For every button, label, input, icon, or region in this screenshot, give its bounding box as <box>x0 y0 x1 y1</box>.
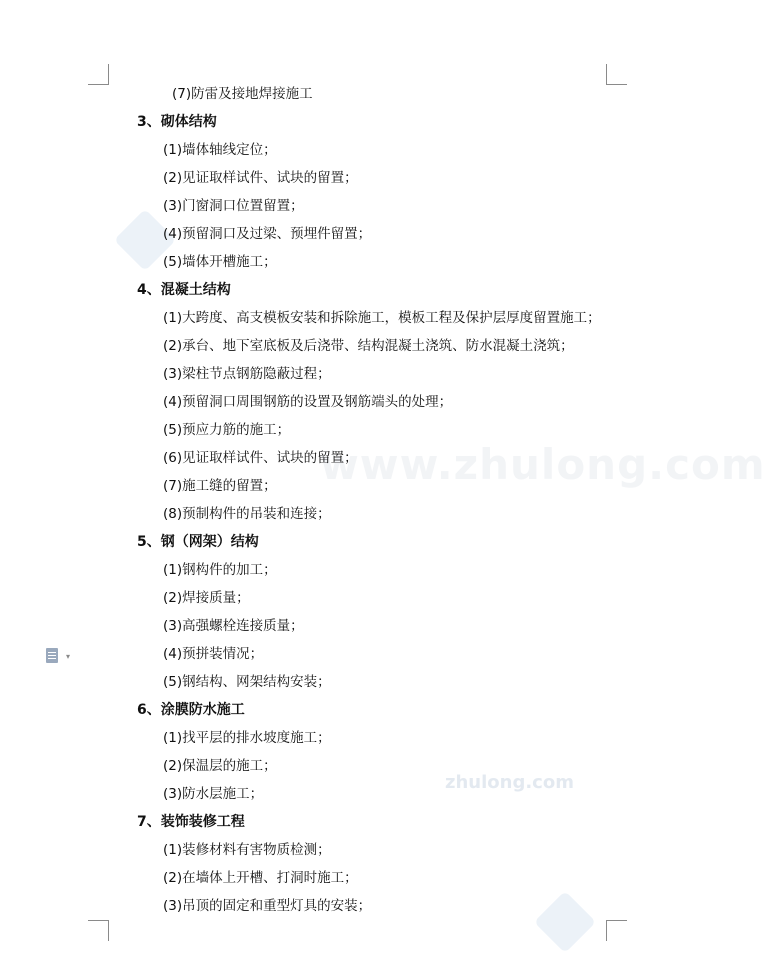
list-item: (2)见证取样试件、试块的留置； <box>163 170 358 186</box>
crop-mark-top-right <box>606 64 627 85</box>
section-heading: 3、砌体结构 <box>137 114 217 130</box>
list-item: (3)梁柱节点钢筋隐蔽过程； <box>163 366 331 382</box>
watermark-logo <box>534 891 596 953</box>
list-item: (1)钢构件的加工； <box>163 562 277 578</box>
crop-mark-bottom-left <box>88 920 109 941</box>
list-item: (5)墙体开槽施工； <box>163 254 277 270</box>
list-item: (6)见证取样试件、试块的留置； <box>163 450 358 466</box>
crop-mark-bottom-right <box>606 920 627 941</box>
list-item: (3)吊顶的固定和重型灯具的安装； <box>163 898 372 914</box>
list-item: (2)焊接质量； <box>163 590 250 606</box>
crop-mark-top-left <box>88 64 109 85</box>
section-heading: 5、钢（网架）结构 <box>137 534 259 550</box>
list-item: (2)在墙体上开槽、打洞时施工； <box>163 870 358 886</box>
list-item: (8)预制构件的吊装和连接； <box>163 506 331 522</box>
document-icon[interactable] <box>46 648 58 663</box>
list-item: (1)墙体轴线定位； <box>163 142 277 158</box>
section-heading: 7、装饰装修工程 <box>137 814 245 830</box>
list-item: (1)大跨度、高支模板安装和拆除施工，模板工程及保护层厚度留置施工； <box>163 310 601 326</box>
list-item: (5)钢结构、网架结构安装； <box>163 674 331 690</box>
chevron-down-icon[interactable]: ▾ <box>66 652 71 661</box>
watermark-text-small: zhulong.com <box>445 772 574 793</box>
list-item: (3)防水层施工； <box>163 786 264 802</box>
list-item: (4)预留洞口及过梁、预埋件留置； <box>163 226 372 242</box>
list-item: (2)保温层的施工； <box>163 758 277 774</box>
list-item: (3)门窗洞口位置留置； <box>163 198 304 214</box>
list-item: (5)预应力筋的施工； <box>163 422 291 438</box>
list-item: (1)装修材料有害物质检测； <box>163 842 331 858</box>
list-item: (2)承台、地下室底板及后浇带、结构混凝土浇筑、防水混凝土浇筑； <box>163 338 574 354</box>
section-heading: 6、涂膜防水施工 <box>137 702 245 718</box>
list-item: (7)防雷及接地焊接施工 <box>172 86 313 102</box>
list-item: (1)找平层的排水坡度施工； <box>163 730 331 746</box>
list-item: (7)施工缝的留置； <box>163 478 277 494</box>
section-heading: 4、混凝土结构 <box>137 282 231 298</box>
list-item: (3)高强螺栓连接质量； <box>163 618 304 634</box>
list-item: (4)预拼装情况； <box>163 646 264 662</box>
list-item: (4)预留洞口周围钢筋的设置及钢筋端头的处理； <box>163 394 453 410</box>
watermark-text: www.zhulong.com <box>320 440 766 489</box>
